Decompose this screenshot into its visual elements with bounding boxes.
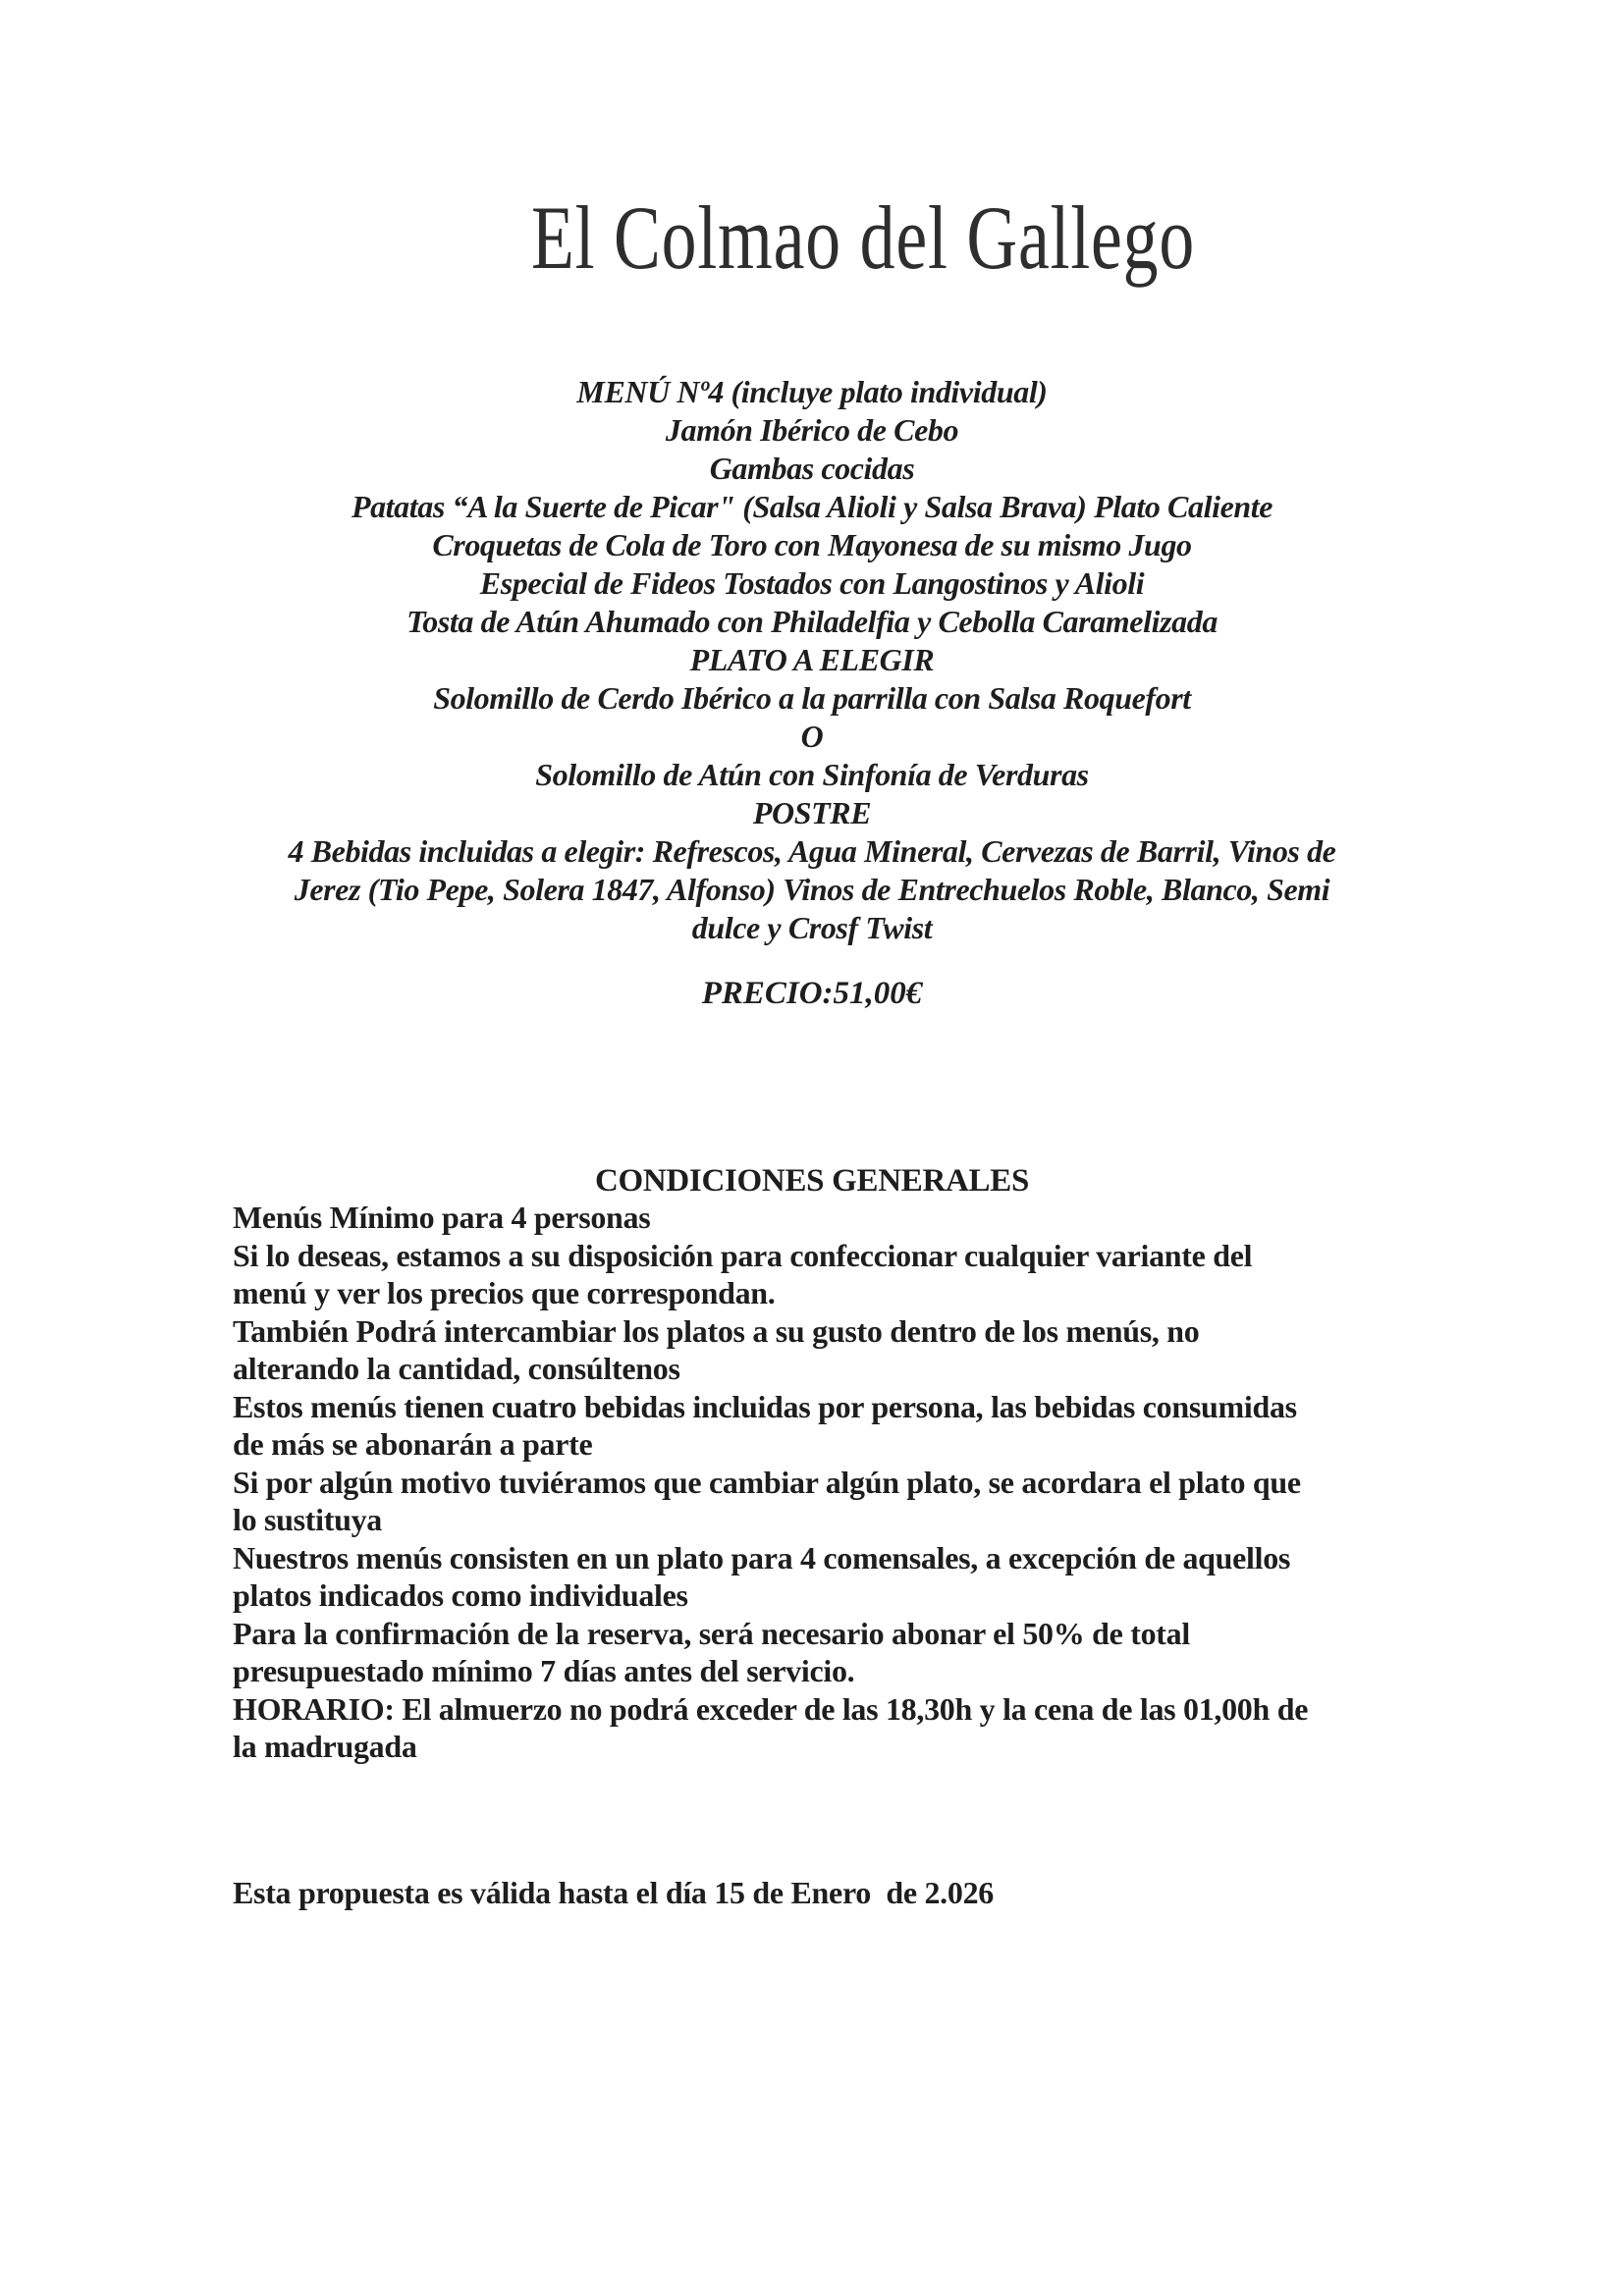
conditions-line: lo sustituya	[233, 1502, 382, 1537]
conditions-line: Nuestros menús consisten en un plato para 4 comensales, a excepción de aquellos	[233, 1539, 1291, 1575]
conditions-line: Para la confirmación de la reserva, será necesario abonar el 50% de total	[233, 1615, 1190, 1651]
menu-section	[0, 373, 1624, 947]
conditions-line: platos indicados como individuales	[233, 1577, 688, 1613]
conditions-line: También Podrá intercambiar los platos a su gusto dentro de los menús, no	[233, 1312, 1200, 1349]
menu-line-plato-a-elegir: PLATO A ELEGIR	[689, 642, 935, 677]
menu-line: Patatas “A la Suerte de Picar" (Salsa Alioli y Salsa Brava) Plato Caliente	[351, 489, 1273, 524]
menu-line: MENÚ Nº4 (incluye plato individual)	[576, 374, 1048, 409]
conditions-line-horario: HORARIO: El almuerzo no podrá exceder de las 18,30h y la cena de las 01,00h de	[233, 1690, 1309, 1727]
conditions-line: Si lo deseas, estamos a su disposición para confeccionar cualquier variante del	[233, 1237, 1253, 1273]
conditions-line: presupuestado mínimo 7 días antes del servicio.	[233, 1653, 855, 1688]
conditions-line: de más se abonarán a parte	[233, 1426, 593, 1462]
menu-line: Tosta de Atún Ahumado con Philadelfia y Cebolla Caramelizada	[406, 604, 1218, 639]
menu-line-drinks: Jerez (Tio Pepe, Solera 1847, Alfonso) Vinos de Entrechuelos Roble, Blanco, Semi	[294, 872, 1330, 907]
menu-line: Gambas cocidas	[709, 451, 915, 486]
menu-line: Especial de Fideos Tostados con Langostinos y Alioli	[479, 565, 1145, 601]
menu-line: Solomillo de Atún con Sinfonía de Verduras	[535, 757, 1089, 792]
proposal-validity-note: Esta propuesta es válida hasta el día 15 de Enero de 2.026	[233, 1875, 994, 1910]
conditions-heading: CONDICIONES GENERALES	[594, 1163, 1030, 1199]
menu-line-postre: POSTRE	[752, 795, 872, 830]
restaurant-title: El Colmao del Gallego	[530, 187, 1196, 288]
conditions-line: menú y ver los precios que correspondan.	[233, 1275, 776, 1310]
conditions-section	[233, 1199, 1568, 1766]
menu-line: Jamón Ibérico de Cebo	[665, 412, 959, 448]
menu-line-drinks: 4 Bebidas incluidas a elegir: Refrescos, Agua Mineral, Cervezas de Barril, Vinos de	[288, 833, 1336, 869]
menu-line-option-separator: O	[800, 719, 824, 754]
menu-price: PRECIO:51,00€	[701, 976, 923, 1011]
menu-line: Croquetas de Cola de Toro con Mayonesa de su mismo Jugo	[432, 527, 1192, 562]
conditions-line: Estos menús tienen cuatro bebidas incluidas por persona, las bebidas consumidas	[233, 1388, 1297, 1424]
conditions-line-horario: la madrugada	[233, 1729, 417, 1764]
conditions-line: alterando la cantidad, consúltenos	[233, 1351, 680, 1386]
conditions-line: Menús Mínimo para 4 personas	[233, 1200, 651, 1235]
menu-line-drinks: dulce y Crosf Twist	[691, 910, 933, 945]
conditions-line: Si por algún motivo tuviéramos que cambiar algún plato, se acordara el plato que	[233, 1464, 1301, 1500]
menu-line: Solomillo de Cerdo Ibérico a la parrilla con Salsa Roquefort	[433, 680, 1191, 716]
